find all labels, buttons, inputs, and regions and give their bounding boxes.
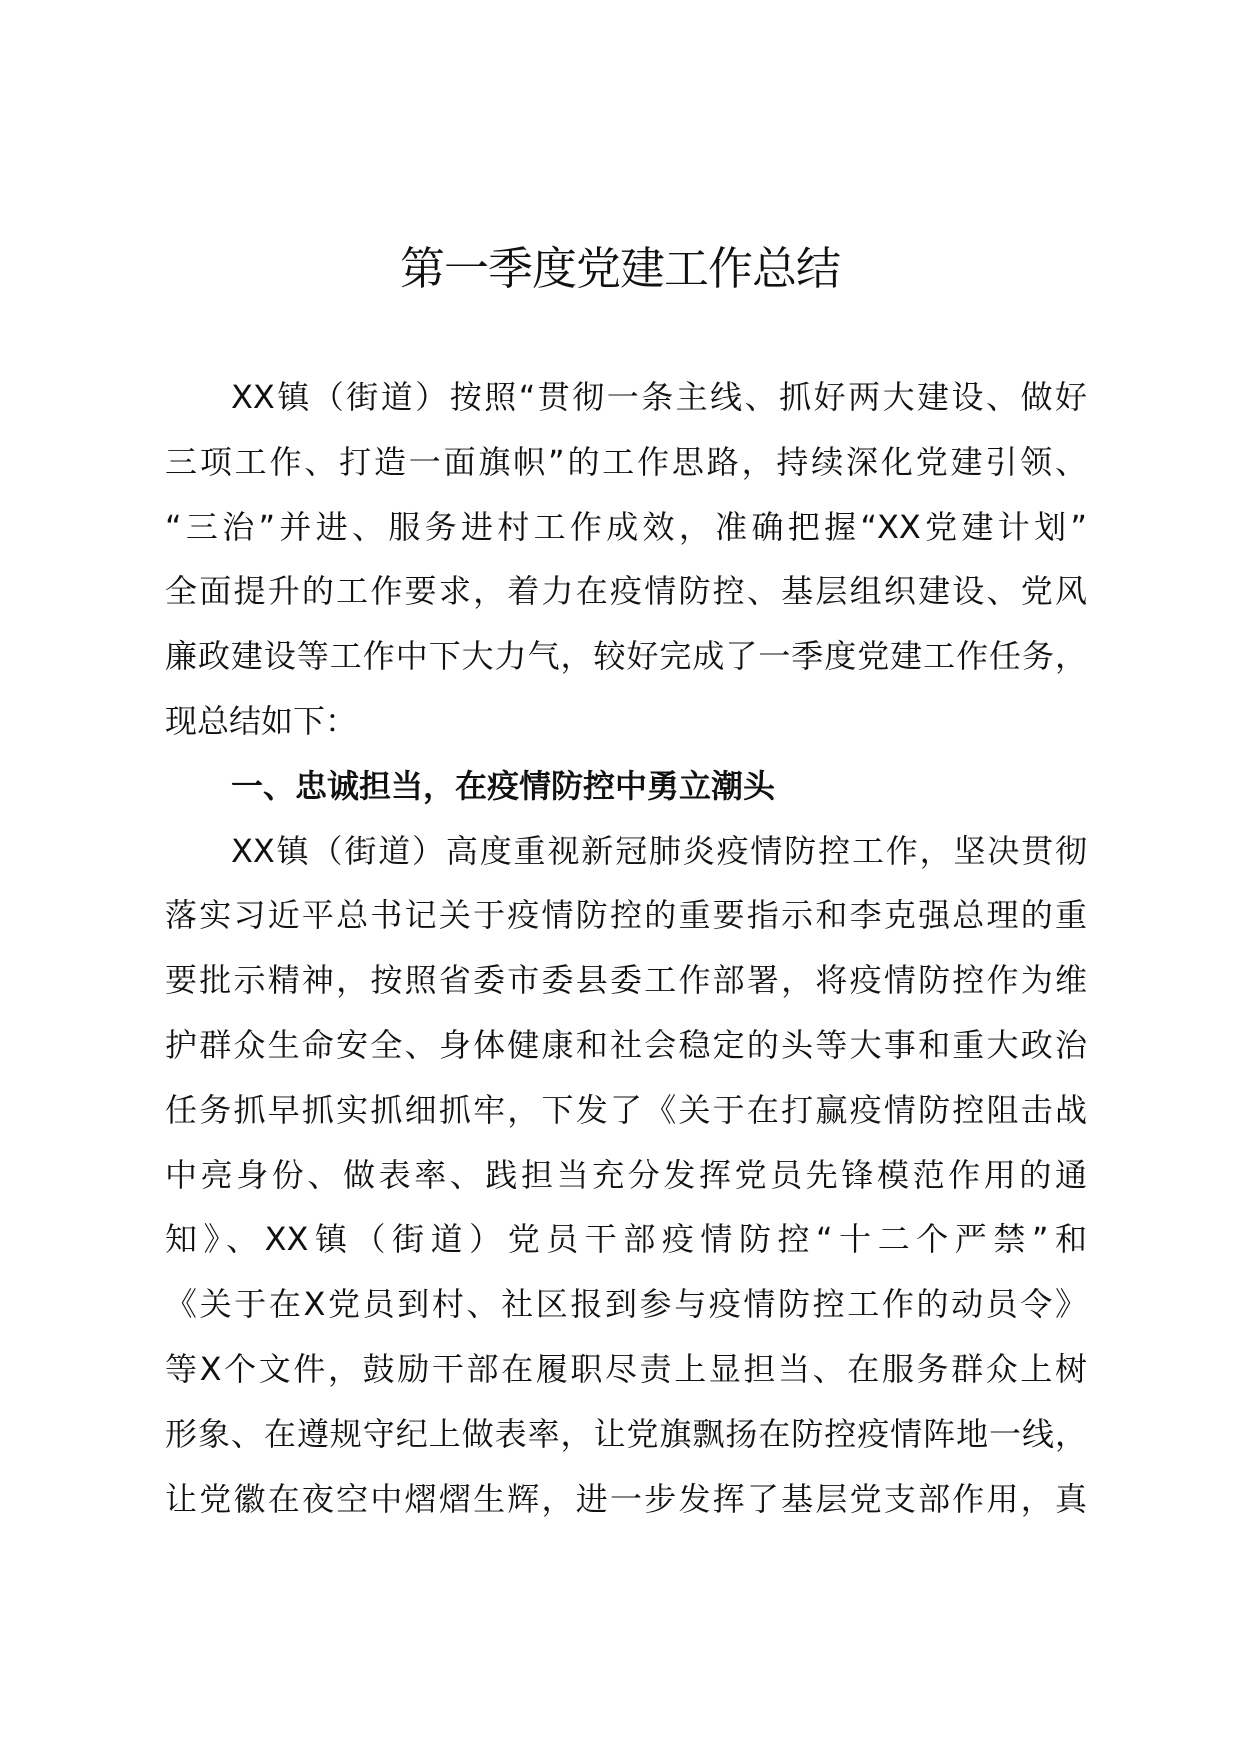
paragraph-line: 护群众生命安全、身体健康和社会稳定的头等大事和重大政治 bbox=[165, 1025, 1087, 1064]
paragraph-line: 等X个文件，鼓励干部在履职尽责上显担当、在服务群众上树 bbox=[165, 1349, 1087, 1388]
paragraph-line: XX镇（街道）按照“贯彻一条主线、抓好两大建设、做好 bbox=[231, 378, 1087, 416]
paragraph-line: 中亮身份、做表率、践担当充分发挥党员先锋模范作用的通 bbox=[165, 1155, 1087, 1194]
paragraph-line: 《关于在X党员到村、社区报到参与疫情防控工作的动员令》 bbox=[165, 1285, 1087, 1324]
paragraph-line: XX镇（街道）高度重视新冠肺炎疫情防控工作，坚决贯彻 bbox=[231, 831, 1087, 870]
paragraph-line: “三治”并进、服务进村工作成效，准确把握“XX党建计划” bbox=[165, 507, 1087, 546]
paragraph-line: 廉政建设等工作中下大力气，较好完成了一季度党建工作任务， bbox=[165, 637, 1087, 676]
paragraph-line: 落实习近平总书记关于疫情防控的重要指示和李克强总理的重 bbox=[165, 896, 1087, 935]
paragraph-line: 任务抓早抓实抓细抓牢，下发了《关于在打赢疫情防控阻击战 bbox=[165, 1090, 1087, 1129]
paragraph-line: 形象、在遵规守纪上做表率，让党旗飘扬在防控疫情阵地一线， bbox=[165, 1414, 1087, 1453]
paragraph-line: 现总结如下： bbox=[165, 701, 358, 740]
paragraph-line: 知》、XX镇（街道）党员干部疫情防控“十二个严禁”和 bbox=[165, 1220, 1087, 1259]
paragraph-line: 全面提升的工作要求，着力在疫情防控、基层组织建设、党风 bbox=[165, 572, 1087, 611]
section-heading: 一、忠诚担当，在疫情防控中勇立潮头 bbox=[231, 766, 776, 805]
document-title: 第一季度党建工作总结 bbox=[399, 242, 840, 295]
paragraph-line: 三项工作、打造一面旗帜”的工作思路，持续深化党建引领、 bbox=[165, 442, 1087, 481]
document-body bbox=[165, 372, 1087, 1538]
paragraph-line: 让党徽在夜空中熠熠生辉，进一步发挥了基层党支部作用，真 bbox=[165, 1479, 1087, 1518]
paragraph-line: 要批示精神，按照省委市委县委工作部署，将疫情防控作为维 bbox=[165, 961, 1087, 1000]
